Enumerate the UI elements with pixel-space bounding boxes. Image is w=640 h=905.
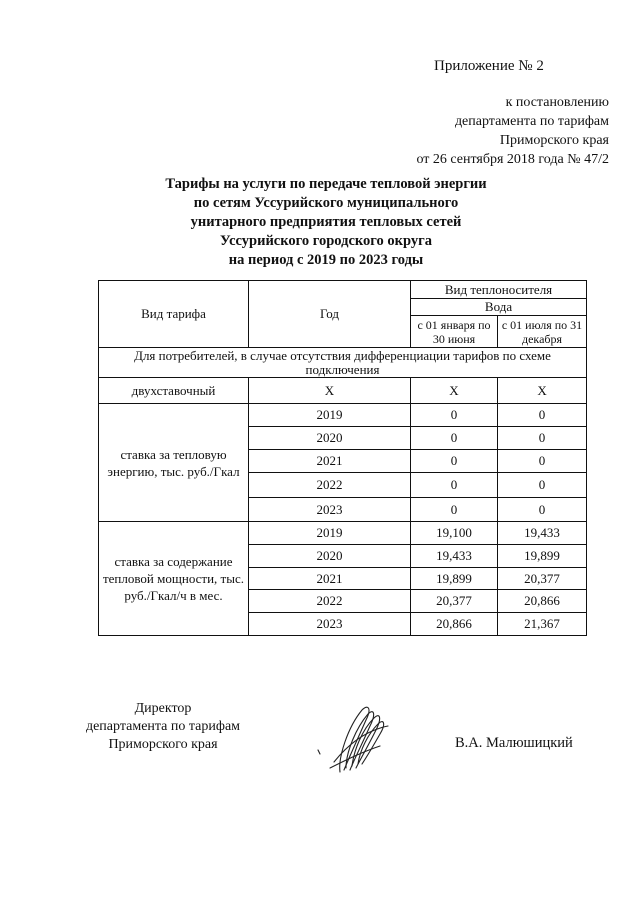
energy-value-2: 0 bbox=[498, 473, 587, 498]
energy-year: 2021 bbox=[249, 450, 411, 473]
energy-value-2: 0 bbox=[498, 498, 587, 522]
capacity-value-1: 20,866 bbox=[411, 613, 498, 636]
decree-reference bbox=[416, 93, 609, 169]
capacity-value-2: 19,899 bbox=[498, 545, 587, 568]
energy-year: 2022 bbox=[249, 473, 411, 498]
capacity-value-2: 19,433 bbox=[498, 522, 587, 545]
header-period-1: с 01 января по 30 июня bbox=[411, 316, 498, 348]
two-part-value-1: Х bbox=[411, 378, 498, 404]
two-part-value-2: Х bbox=[498, 378, 587, 404]
energy-value-1: 0 bbox=[411, 450, 498, 473]
header-period-2: с 01 июля по 31 декабря bbox=[498, 316, 587, 348]
capacity-year: 2020 bbox=[249, 545, 411, 568]
signatory-title-line: Приморского края bbox=[108, 737, 218, 752]
title-line: на период с 2019 по 2023 годы bbox=[228, 252, 424, 268]
ref-line: Приморского края bbox=[499, 133, 609, 148]
energy-year: 2023 bbox=[249, 498, 411, 522]
capacity-year: 2022 bbox=[249, 590, 411, 613]
energy-value-2: 0 bbox=[498, 427, 587, 450]
capacity-year: 2023 bbox=[249, 613, 411, 636]
signatory-title-line: департамента по тарифам bbox=[85, 719, 241, 734]
energy-value-2: 0 bbox=[498, 404, 587, 427]
capacity-value-2: 21,367 bbox=[498, 613, 587, 636]
energy-value-1: 0 bbox=[411, 404, 498, 427]
title-line: Уссурийского городского округа bbox=[220, 233, 432, 249]
ref-line: от 26 сентября 2018 года № 47/2 bbox=[416, 152, 609, 167]
energy-rate-label: ставка за тепловую энергию, тыс. руб./Гкал bbox=[99, 404, 249, 522]
ref-line: к постановлению bbox=[505, 95, 609, 110]
capacity-value-1: 19,899 bbox=[411, 568, 498, 590]
capacity-year: 2019 bbox=[249, 522, 411, 545]
energy-value-2: 0 bbox=[498, 450, 587, 473]
handwritten-signature bbox=[310, 702, 400, 777]
title-line: унитарного предприятия тепловых сетей bbox=[190, 214, 462, 230]
signatory-title-line: Директор bbox=[134, 701, 192, 716]
signatory-name: В.А. Малюшицкий bbox=[455, 735, 573, 751]
document-title bbox=[120, 175, 532, 270]
tariff-table bbox=[98, 280, 587, 636]
capacity-value-2: 20,377 bbox=[498, 568, 587, 590]
title-line: по сетям Уссурийского муниципального bbox=[193, 195, 459, 211]
header-water: Вода bbox=[411, 299, 587, 316]
signatory-title bbox=[68, 700, 258, 754]
capacity-rate-label: ставка за содержание тепловой мощности, тыс. руб./Гкал/ч в мес. bbox=[99, 522, 249, 636]
appendix-number: Приложение № 2 bbox=[434, 58, 544, 74]
energy-value-1: 0 bbox=[411, 498, 498, 522]
energy-value-1: 0 bbox=[411, 427, 498, 450]
two-part-label: двухставочный bbox=[99, 378, 249, 404]
header-heat-carrier: Вид теплоносителя bbox=[411, 281, 587, 299]
section-label: Для потребителей, в случае отсутствия дифференциации тарифов по схеме подключения bbox=[99, 348, 587, 378]
header-tariff-type: Вид тарифа bbox=[99, 281, 249, 348]
ref-line: департамента по тарифам bbox=[454, 114, 609, 129]
energy-year: 2019 bbox=[249, 404, 411, 427]
capacity-year: 2021 bbox=[249, 568, 411, 590]
energy-value-1: 0 bbox=[411, 473, 498, 498]
capacity-value-1: 19,100 bbox=[411, 522, 498, 545]
two-part-year: Х bbox=[249, 378, 411, 404]
title-line: Тарифы на услуги по передаче тепловой энергии bbox=[165, 176, 487, 192]
header-year: Год bbox=[249, 281, 411, 348]
capacity-value-1: 20,377 bbox=[411, 590, 498, 613]
capacity-value-2: 20,866 bbox=[498, 590, 587, 613]
capacity-value-1: 19,433 bbox=[411, 545, 498, 568]
energy-year: 2020 bbox=[249, 427, 411, 450]
